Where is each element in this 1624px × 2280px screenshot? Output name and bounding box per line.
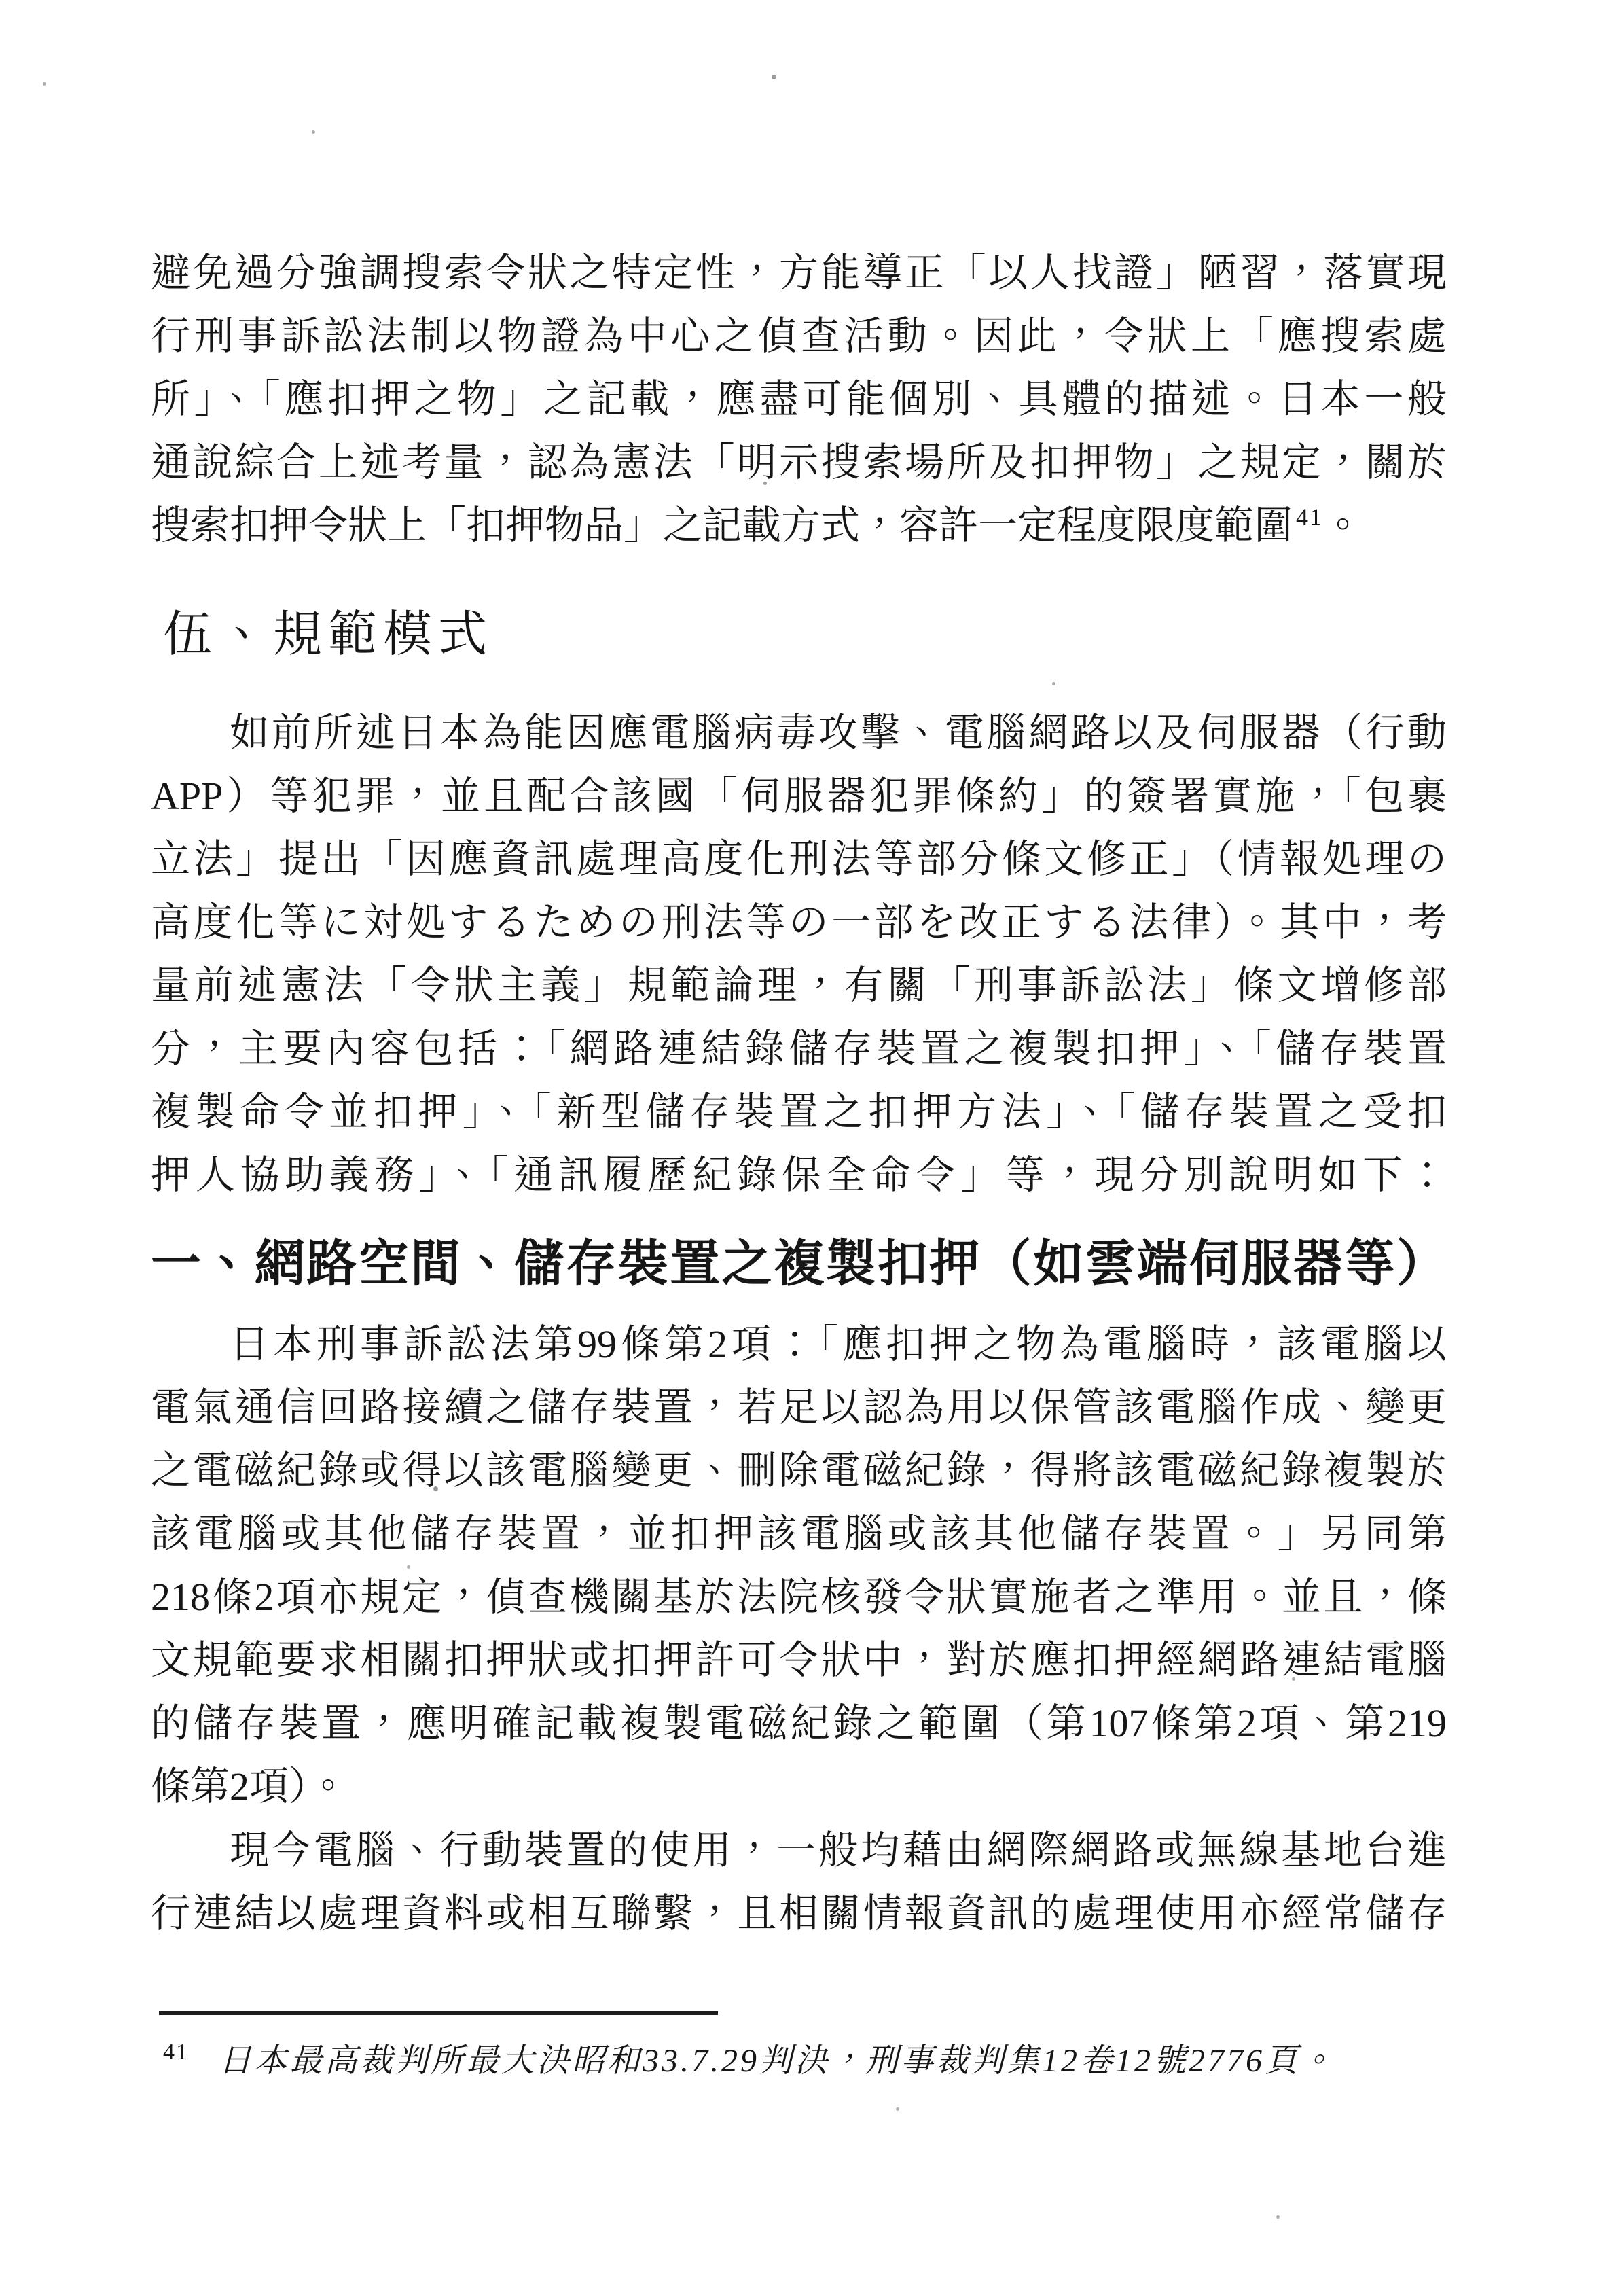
body-line (151, 494, 1447, 557)
body-line: 高度化等に対処するための刑法等の一部を改正する法律）。其中，考 (151, 900, 1447, 944)
body-line: 複製命令並扣押」、「新型儲存裝置之扣押方法」、「儲存裝置之受扣 (151, 1090, 1447, 1134)
body-line: 電氣通信回路接續之儲存裝置，若足以認為用以保管該電腦作成、變更 (151, 1385, 1447, 1429)
body-line: 分，主要內容包括：「網路連結錄儲存裝置之複製扣押」、「儲存裝置 (151, 1027, 1447, 1071)
body-line: APP）等犯罪，並且配合該國「伺服器犯罪條約」的簽署實施，「包裹 (151, 774, 1447, 818)
body-line: 的儲存裝置，應明確記載複製電磁紀錄之範圍（第107條第2項、第219 (151, 1701, 1447, 1745)
scan-specks (0, 0, 2, 2)
body-line-text: 搜索扣押令狀上「扣押物品」之記載方式，容許一定程度限度範圍 (151, 503, 1294, 548)
footnote-marker: 41 (163, 2039, 189, 2065)
body-line: 現今電腦、行動裝置的使用，一般均藉由網際網路或無線基地台進 (230, 1828, 1447, 1872)
footnote-separator (159, 2011, 718, 2015)
body-line: 行連結以處理資料或相互聯繫，且相關情報資訊的處理使用亦經常儲存 (151, 1891, 1447, 1936)
body-line: 條第2項）。 (151, 1764, 348, 1809)
footnote-ref-41: 41 (1296, 503, 1324, 531)
body-line: 避免過分強調搜索令狀之特定性，方能導正「以人找證」陋習，落實現 (151, 251, 1447, 295)
body-line: 218條2項亦規定，偵查機關基於法院核發令狀實施者之準用。並且，條 (151, 1575, 1447, 1619)
body-line-text: 。 (1323, 503, 1363, 548)
body-line: 行刑事訴訟法制以物證為中心之偵查活動。因此，令狀上「應搜索處 (151, 314, 1447, 358)
body-line: 量前述憲法「令狀主義」規範論理，有關「刑事訴訟法」條文增修部 (151, 963, 1447, 1008)
body-line: 如前所述日本為能因應電腦病毒攻擊、電腦網路以及伺服器（行動 (230, 711, 1447, 755)
paragraph-1 (151, 241, 1447, 557)
body-line: 立法」提出「因應資訊處理高度化刑法等部分條文修正」（情報処理の (151, 837, 1447, 881)
paragraph-3 (151, 1313, 1447, 1818)
body-line: 押人協助義務」、「通訊履歷紀錄保全命令」等，現分別說明如下： (151, 1153, 1447, 1197)
footnote (163, 2026, 1494, 2088)
paragraph-4 (151, 1819, 1447, 1945)
body-line: 文規範要求相關扣押狀或扣押許可令狀中，對於應扣押經網路連結電腦 (151, 1638, 1447, 1682)
body-line: 日本刑事訴訟法第99條第2項：「應扣押之物為電腦時，該電腦以 (230, 1322, 1447, 1366)
subsection-heading: 一、網路空間、儲存裝置之複製扣押（如雲端伺服器等） (151, 1236, 1447, 1292)
footnote-text: 日本最高裁判所最大決昭和33.7.29判決，刑事裁判集12卷12號2776頁。 (219, 2043, 1336, 2079)
paragraph-2 (151, 701, 1447, 1207)
body-line: 該電腦或其他儲存裝置，並扣押該電腦或該其他儲存裝置。」另同第 (151, 1512, 1447, 1556)
body-line: 通說綜合上述考量，認為憲法「明示搜索場所及扣押物」之規定，關於 (151, 440, 1447, 484)
body-line: 所」、「應扣押之物」之記載，應盡可能個別、具體的描述。日本一般 (151, 377, 1447, 421)
section-heading: 伍、規範模式 (163, 607, 494, 662)
body-line: 之電磁紀錄或得以該電腦變更、刪除電磁紀錄，得將該電磁紀錄複製於 (151, 1448, 1447, 1493)
